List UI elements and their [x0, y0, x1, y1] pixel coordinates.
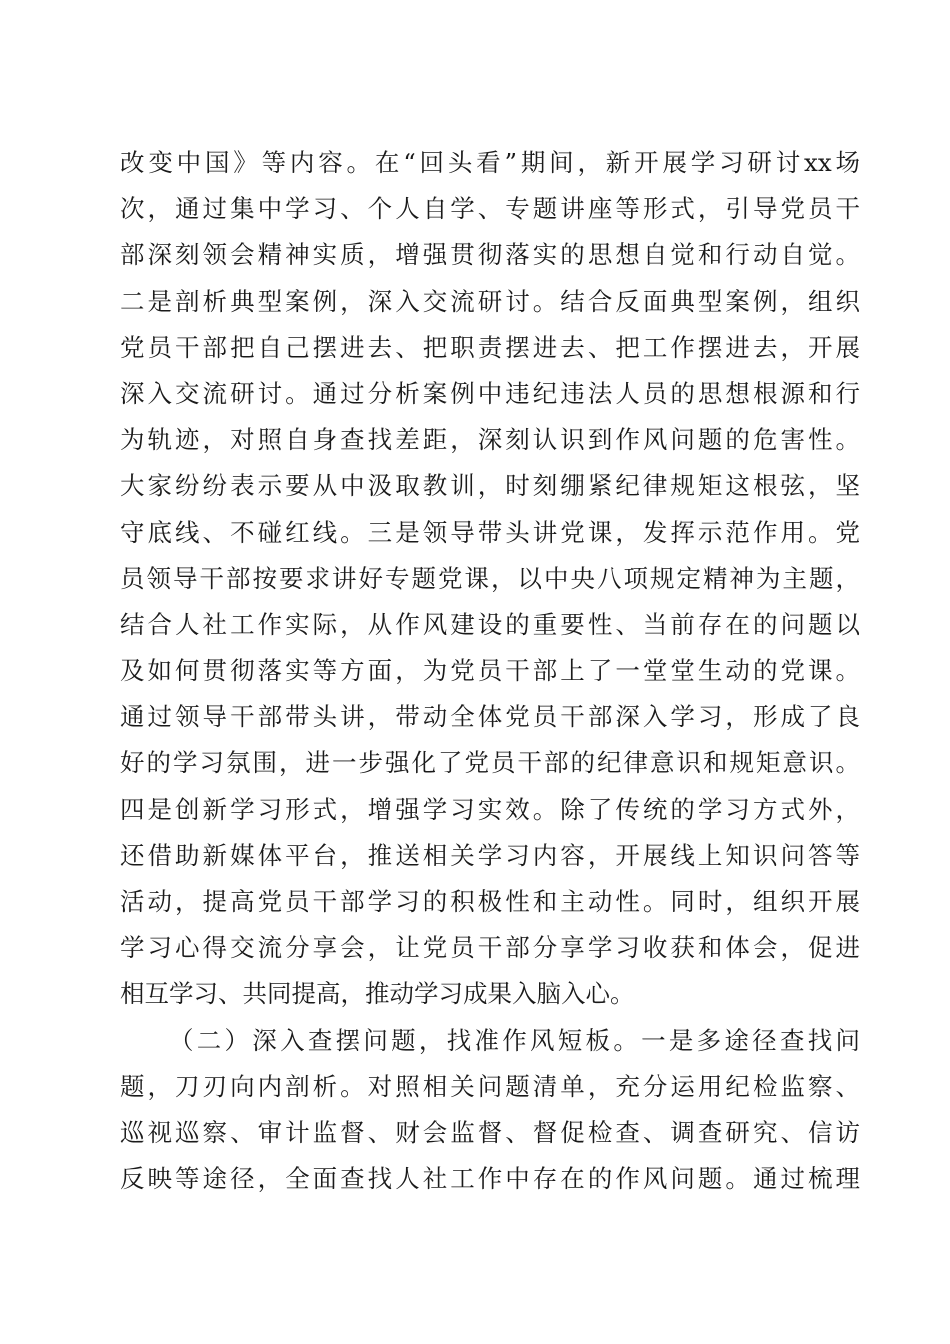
text-line: 学习心得交流分享会，让党员干部分享学习收获和体会，促进: [120, 933, 860, 963]
text-line: 题，刀刃向内剖析。对照相关问题清单，充分运用纪检监察、: [120, 1071, 860, 1101]
text-line: 员领导干部按要求讲好专题党课，以中央八项规定精神为主题，: [120, 563, 860, 593]
text-line: 深入交流研讨。通过分析案例中违纪违法人员的思想根源和行: [120, 378, 860, 408]
text-line: 还借助新媒体平台，推送相关学习内容，开展线上知识问答等: [120, 840, 860, 870]
text-line: 四是创新学习形式，增强学习实效。除了传统的学习方式外，: [120, 794, 860, 824]
text-line: 活动，提高党员干部学习的积极性和主动性。同时，组织开展: [120, 887, 860, 916]
text-line: 通过领导干部带头讲，带动全体党员干部深入学习，形成了良: [120, 702, 860, 732]
text-line: 二是剖析典型案例，深入交流研讨。结合反面典型案例，组织: [120, 286, 860, 316]
paragraph-end-line: 相互学习、共同提高，推动学习成果入脑入心。: [120, 979, 635, 1009]
text-line: 巡视巡察、审计监督、财会监督、督促检查、调查研究、信访: [120, 1117, 860, 1147]
text-line: 大家纷纷表示要从中汲取教训，时刻绷紧纪律规矩这根弦，坚: [120, 471, 860, 501]
text-line: 及如何贯彻落实等方面，为党员干部上了一堂堂生动的党课。: [120, 656, 860, 686]
text-line: 为轨迹，对照自身查找差距，深刻认识到作风问题的危害性。: [120, 425, 860, 455]
text-line: 反映等途径，全面查找人社工作中存在的作风问题。通过梳理: [120, 1164, 860, 1194]
text-line: 结合人社工作实际，从作风建设的重要性、当前存在的问题以: [120, 609, 860, 639]
text-line: 次，通过集中学习、个人自学、专题讲座等形式，引导党员干: [120, 194, 860, 224]
body-text: [120, 140, 860, 1202]
text-line: 部深刻领会精神实质，增强贯彻落实的思想自觉和行动自觉。: [120, 240, 860, 270]
text-line: 改变中国》等内容。在“回头看”期间，新开展学习研讨xx场: [120, 148, 860, 177]
text-line: 党员干部把自己摆进去、把职责摆进去、把工作摆进去，开展: [120, 332, 860, 362]
text-line: 守底线、不碰红线。三是领导带头讲党课，发挥示范作用。党: [120, 517, 860, 547]
section-heading-line: （二）深入查摆问题，找准作风短板。一是多途径查找问: [169, 1025, 860, 1055]
text-line: 好的学习氛围，进一步强化了党员干部的纪律意识和规矩意识。: [120, 748, 860, 778]
